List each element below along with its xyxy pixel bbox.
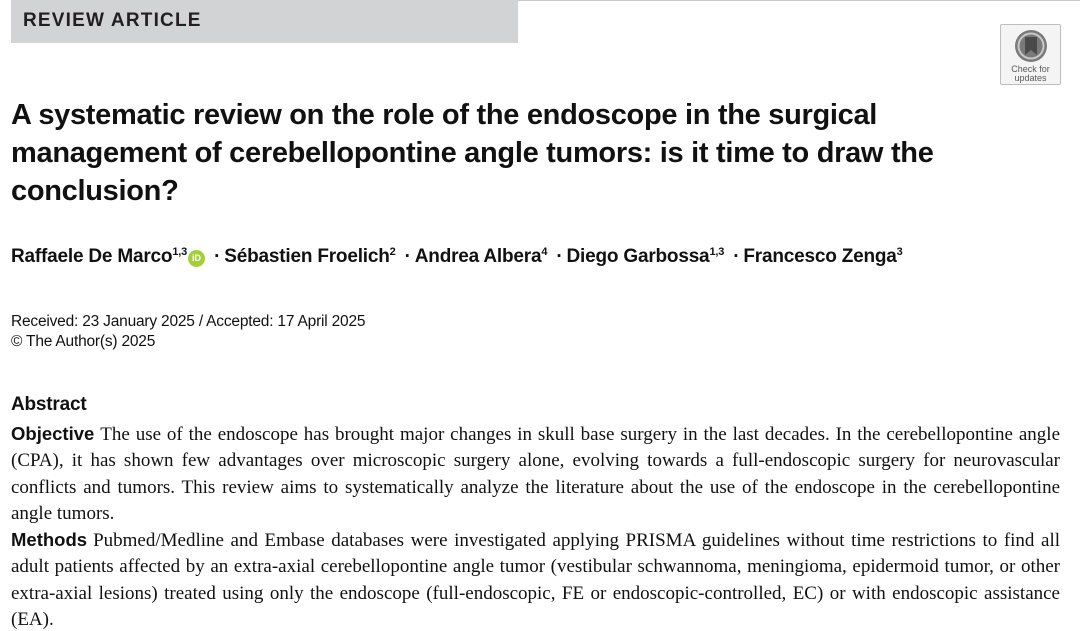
author-affiliation: 1,3 (709, 246, 725, 258)
author-name[interactable]: Francesco Zenga (743, 246, 897, 267)
orcid-icon[interactable]: iD (188, 250, 205, 267)
author-separator: · (556, 246, 563, 267)
author-separator: · (214, 246, 221, 267)
author-separator: · (733, 246, 740, 267)
abstract-heading: Abstract (11, 394, 87, 415)
top-rule (517, 0, 1080, 1)
copyright-notice: © The Author(s) 2025 (11, 333, 156, 350)
abstract-objective (11, 421, 1060, 527)
article-title: A systematic review on the role of the endoscope in the surgical management of cerebellopontine angle tumors: is it time to draw the conclusion? (11, 99, 934, 207)
abstract-body (11, 421, 1060, 631)
objective-text: The use of the endoscope has brought major changes in skull base surgery in the last decades. In the cerebellopontine angle (CPA), it has shown few advantages over microscopic surgery alone, evolving towards a full-endoscopic surgery for neurovascular conflicts and tumors. This review aims to systematically analyze the literature about the use of the endoscope in the cerebellopontine angle tumors. (11, 424, 1060, 524)
publication-meta (11, 312, 365, 352)
received-accepted-dates: Received: 23 January 2025 / Accepted: 17 April 2025 (11, 313, 366, 330)
author-name[interactable]: Andrea Albera (414, 246, 542, 267)
badge-text-line2: updates (1014, 73, 1047, 83)
abstract-methods (11, 527, 1060, 631)
author-name[interactable]: Diego Garbossa (566, 246, 710, 267)
author-affiliation: 3 (896, 246, 903, 258)
author-separator: · (404, 246, 411, 267)
bookmark-refresh-icon (1013, 28, 1049, 64)
author-list (11, 244, 1071, 270)
author-name[interactable]: Sébastien Froelich (224, 246, 390, 267)
article-type-banner (11, 0, 518, 43)
author-affiliation: 2 (389, 246, 396, 258)
methods-label: Methods (11, 529, 88, 551)
check-for-updates-badge[interactable] (1000, 24, 1061, 85)
article-type-label: REVIEW ARTICLE (23, 10, 202, 31)
badge-text-line1: Check for (1011, 64, 1050, 74)
author-affiliation: 1,3 (172, 246, 188, 258)
objective-label: Objective (11, 423, 95, 444)
methods-text: Pubmed/Medline and Embase databases were investigated applying PRISMA guidelines without time restrictions to find all adult patients affected by an extra-axial cerebellopontine angle tumor (vestibular schwannoma, meningioma, epidermoid tumor, or other extra-axial lesions) treated using only the endoscope (full-endoscopic, FE or endoscopic-controlled, EC) or with endoscopic assistance (EA). (11, 530, 1060, 631)
author-name[interactable]: Raffaele De Marco (11, 246, 173, 267)
author-affiliation: 4 (541, 246, 548, 258)
